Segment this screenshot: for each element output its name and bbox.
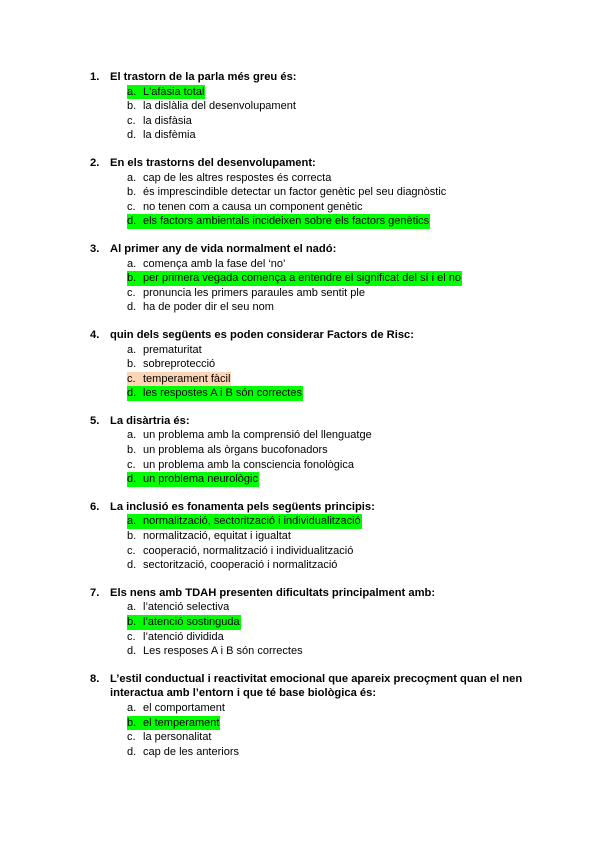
answer-option [127, 472, 600, 487]
question-number: 8. [90, 672, 100, 685]
option-text: és imprescindible detectar un factor genètic pel seu diagnòstic [143, 186, 447, 199]
answer [127, 630, 225, 645]
answer-option [127, 716, 600, 731]
question-block [0, 586, 600, 659]
answer-option [127, 558, 600, 573]
option-text: un problema als òrgans bucofonadors [143, 444, 328, 457]
answer-option [127, 300, 600, 315]
option-letter: d. [127, 387, 137, 400]
answer-option [127, 529, 600, 544]
answer [127, 558, 338, 573]
answer-option [127, 286, 600, 301]
question-heading [0, 70, 600, 85]
option-text: un problema neurològic [143, 473, 258, 486]
answer [127, 745, 240, 760]
answer-option [127, 514, 600, 529]
option-text: per primera vegada comença a entendre el significat del sí i el no [143, 272, 461, 285]
answer-option [127, 185, 600, 200]
option-text: la dislàlia del desenvolupament [143, 100, 296, 113]
option-text: cap de les altres respostes és correcta [143, 171, 332, 184]
highlighted-answer [127, 514, 362, 529]
answer-option [127, 114, 600, 129]
question-heading [0, 242, 600, 257]
question-heading [0, 328, 600, 343]
option-text: l’atenció selectiva [143, 601, 230, 614]
option-letter: a. [127, 257, 137, 270]
option-letter: c. [127, 200, 136, 213]
option-text: l’atenció sostinguda [143, 616, 240, 628]
answer [127, 600, 230, 615]
option-letter: b. [127, 616, 137, 628]
answer [127, 171, 332, 186]
option-letter: c. [127, 372, 136, 385]
answer [127, 200, 364, 215]
quiz-document [0, 70, 600, 772]
option-letter: a. [127, 429, 137, 442]
answer-option [127, 443, 600, 458]
option-letter: d. [127, 129, 137, 142]
option-letter: a. [127, 515, 137, 528]
option-text: sectorització, cooperació i normalització [143, 559, 338, 572]
option-letter: d. [127, 473, 137, 486]
question-number: 3. [90, 242, 100, 255]
option-text: els factors ambientals incideixen sobre els factors genètics [143, 215, 430, 228]
question-number: 1. [90, 71, 100, 83]
option-text: l’atenció dividida [143, 630, 224, 643]
question-text: Al primer any de vida normalment el nadó: [110, 242, 337, 255]
highlighted-answer [127, 85, 205, 100]
option-letter: a. [127, 701, 137, 714]
answer [127, 343, 203, 358]
option-text: cooperació, normalització i individualització [143, 544, 354, 557]
option-text: normalització, sectorització i individualització [143, 515, 361, 528]
option-text: la disfèmia [143, 129, 196, 142]
option-letter: b. [127, 716, 137, 729]
question-block [0, 414, 600, 487]
answer-option [127, 630, 600, 645]
option-text: un problema amb la consciencia fonològica [143, 458, 354, 471]
question-heading [0, 672, 600, 701]
highlighted-answer [127, 472, 259, 487]
question-number: 4. [90, 328, 100, 341]
answer [127, 701, 226, 716]
option-text: cap de les anteriors [143, 745, 239, 758]
answer [127, 544, 354, 559]
option-letter: a. [127, 601, 137, 614]
answer-option [127, 343, 600, 358]
question-text: L’estil conductual i reactivitat emocional que apareix precoçment quan el nen interactua amb l’entorn i que té base biològica és: [110, 672, 523, 700]
answer-option [127, 214, 600, 229]
option-text: L'afàsia total [143, 85, 205, 98]
question-text: quin dels següents es poden considerar Factors de Risc: [110, 328, 415, 341]
question-heading [0, 156, 600, 171]
question-number: 2. [90, 156, 100, 169]
answer [127, 128, 197, 143]
answer-option [127, 200, 600, 215]
highlighted-answer [127, 615, 241, 630]
option-text: pronuncia les primers paraules amb sentit ple [143, 286, 365, 299]
answer [127, 185, 447, 200]
highlighted-answer [127, 214, 430, 229]
option-text: ha de poder dir el seu nom [143, 301, 274, 314]
answer-option [127, 745, 600, 760]
option-text: les respostes A i B són correctes [143, 387, 302, 400]
answer [127, 428, 373, 443]
question-number: 7. [90, 586, 100, 599]
answer [127, 644, 304, 659]
option-letter: b. [127, 444, 137, 457]
answer-option [127, 386, 600, 401]
answer-option [127, 730, 600, 745]
answer [127, 529, 292, 544]
answer-option [127, 257, 600, 272]
question-block [0, 70, 600, 143]
option-text: la disfàsia [143, 114, 192, 127]
answer-option [127, 644, 600, 659]
option-text: Les resposes A i B són correctes [143, 645, 303, 658]
answer-option [127, 458, 600, 473]
answer [127, 99, 297, 114]
question-block [0, 242, 600, 315]
answer [127, 458, 355, 473]
question-text: Els nens amb TDAH presenten dificultats principalment amb: [110, 586, 436, 599]
answer [127, 730, 213, 745]
option-text: un problema amb la comprensió del llenguatge [143, 429, 372, 442]
question-text: La disàrtria és: [110, 414, 190, 427]
answer-option [127, 428, 600, 443]
option-letter: c. [127, 458, 136, 471]
option-letter: b. [127, 530, 137, 543]
highlighted-answer [127, 372, 231, 387]
answer-option [127, 357, 600, 372]
question-heading [0, 414, 600, 429]
option-letter: b. [127, 358, 137, 371]
answer-option [127, 372, 600, 387]
option-text: normalització, equitat i igualtat [143, 530, 291, 543]
question-heading [0, 500, 600, 515]
question-text: La inclusió es fonamenta pels següents principis: [110, 500, 375, 513]
option-letter: b. [127, 272, 137, 285]
option-text: comença amb la fase del ‘no’ [143, 257, 286, 270]
question-block [0, 500, 600, 573]
option-letter: c. [127, 286, 136, 299]
option-letter: d. [127, 215, 137, 228]
answer-option [127, 85, 600, 100]
answer [127, 286, 366, 301]
answer [127, 357, 216, 372]
answer-option [127, 701, 600, 716]
question-text: En els trastorns del desenvolupament: [110, 156, 316, 169]
answer-option [127, 128, 600, 143]
highlighted-answer [127, 386, 303, 401]
question-heading [0, 586, 600, 601]
option-text: temperament fàcil [143, 372, 231, 385]
option-letter: c. [127, 630, 136, 643]
question-text: El trastorn de la parla més greu és: [110, 71, 297, 83]
answer [127, 114, 193, 129]
option-text: sobreprotecció [143, 358, 216, 371]
question-number: 6. [90, 500, 100, 513]
option-letter: b. [127, 186, 137, 199]
question-block [0, 328, 600, 401]
option-letter: b. [127, 100, 137, 113]
answer-option [127, 171, 600, 186]
option-letter: a. [127, 171, 137, 184]
question-number: 5. [90, 414, 100, 427]
option-letter: c. [127, 114, 136, 127]
highlighted-answer [127, 271, 462, 286]
option-letter: c. [127, 544, 136, 557]
answer-option [127, 544, 600, 559]
option-letter: a. [127, 85, 137, 98]
option-text: el temperament [143, 716, 220, 729]
option-letter: d. [127, 559, 137, 572]
option-letter: d. [127, 645, 137, 658]
answer [127, 300, 275, 315]
option-letter: d. [127, 745, 137, 758]
option-letter: a. [127, 343, 137, 356]
question-block [0, 156, 600, 229]
answer-option [127, 99, 600, 114]
answer [127, 443, 329, 458]
option-text: no tenen com a causa un component genètic [143, 200, 363, 213]
answer-option [127, 600, 600, 615]
option-letter: d. [127, 301, 137, 314]
answer [127, 257, 286, 272]
answer-option [127, 271, 600, 286]
option-text: prematuritat [143, 343, 202, 356]
option-text: el comportament [143, 701, 225, 714]
highlighted-answer [127, 716, 220, 731]
answer-option [127, 615, 600, 630]
option-text: la personalitat [143, 731, 212, 744]
option-letter: c. [127, 731, 136, 744]
question-block [0, 672, 600, 760]
